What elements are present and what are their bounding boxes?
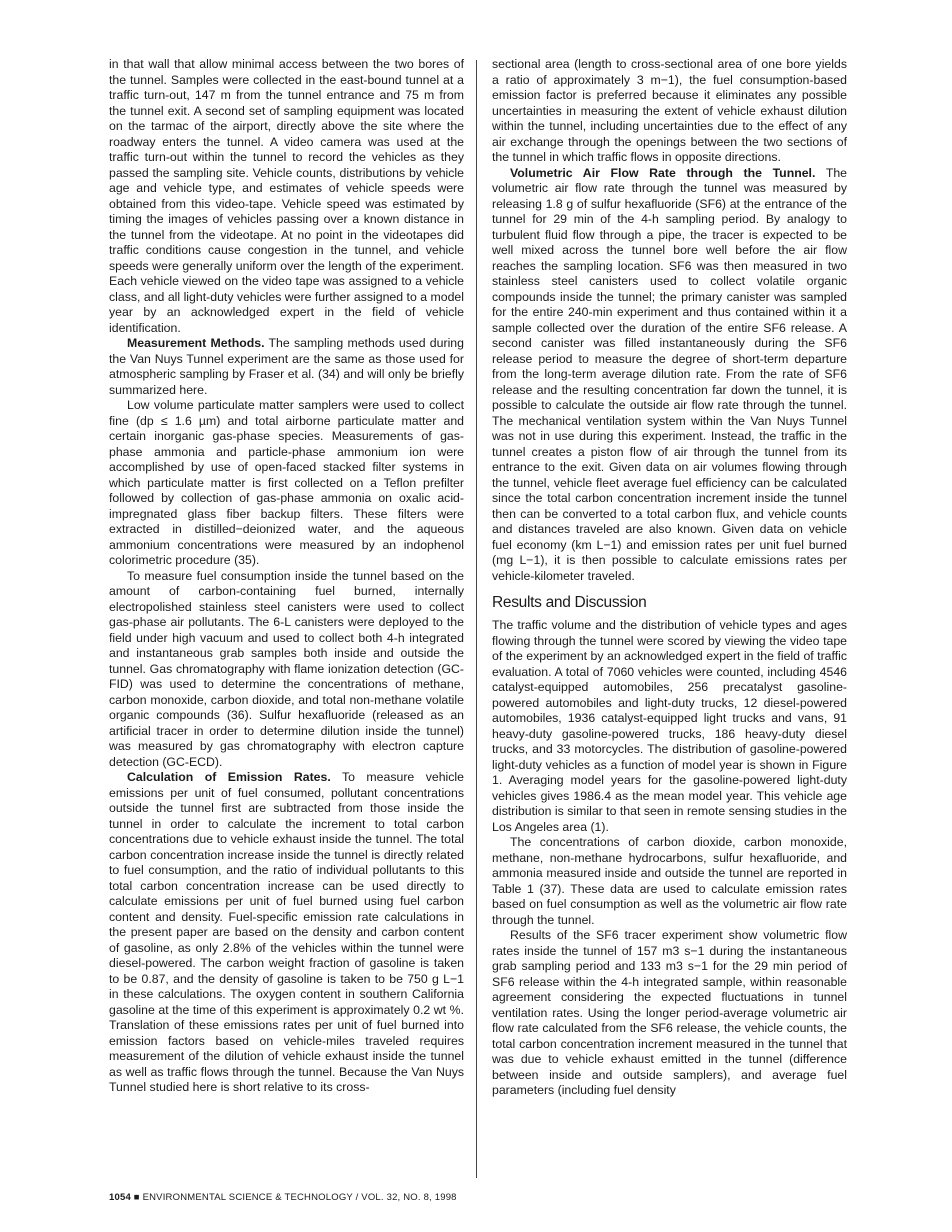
right-column <box>492 57 847 1099</box>
section-heading-results: Results and Discussion <box>492 594 647 611</box>
page-number: 1054 <box>109 1192 131 1203</box>
measurement-methods-text: The sampling methods used during the Van Nuys Tunnel experiment are the same as those used for atmospheric sampling by Fraser et al. (34) and will only be briefly summarized here. <box>109 336 464 397</box>
run-in-heading-emission-rates: Calculation of Emission Rates. <box>127 770 331 784</box>
paragraph-measurement-methods <box>109 336 464 398</box>
run-in-heading-air-flow-rate: Volumetric Air Flow Rate through the Tunnel. <box>510 165 816 180</box>
paragraph-concentrations: The concentrations of carbon dioxide, carbon monoxide, methane, non-methane hydrocarbons, sulfur hexafluoride, and ammonia measured inside and outside the tunnel are reported in Table 1 (37). These data are used to calculate emission rates based on fuel consumption as well as the volumetric air flow rate through the tunnel. <box>492 835 847 927</box>
journal-citation: ENVIRONMENTAL SCIENCE & TECHNOLOGY / VOL. 32, NO. 8, 1998 <box>142 1192 457 1203</box>
run-in-heading-measurement-methods: Measurement Methods. <box>127 336 265 350</box>
left-column <box>109 57 464 1096</box>
paragraph-tracer-results: Results of the SF6 tracer experiment show volumetric flow rates inside the tunnel of 157 m3 s−1 during the instantaneous grab sampling period and 133 m3 s−1 for the 29 min period of SF6 release within the 4-h integrated sample, within reasonable agreement considering the expected fluctuations in tunnel ventilation rates. Using the longer period-average volumetric air flow rate calculated from the SF6 release, the vehicle counts, the total carbon concentration increment measured in the tunnel that was due to vehicle exhaust emitted in the tunnel (difference between inside and outside samplers), and average fuel parameters (including fuel density <box>492 928 847 1097</box>
paragraph-emission-rates <box>109 770 464 1096</box>
emission-rates-text: To measure vehicle emissions per unit of fuel consumed, pollutant concentrations outside the tunnel first are subtracted from those inside the tunnel in order to calculate the increment to total carbon concentrations due to vehicle exhaust inside the tunnel. The total carbon concentration increase inside the tunnel is directly related to fuel consumption, and the ratio of individual pollutants to this total carbon concentration increase can be used directly to calculate emissions per unit of fuel burned using fuel carbon content and density. Fuel-specific emission rate calculations in the present paper are based on the density and carbon content of gasoline, as only 2.8% of the vehicles within the tunnel were diesel-powered. The carbon weight fraction of gasoline is taken to be 0.87, and the density of gasoline is taken to be 750 g L−1 in these calculations. The oxygen content in southern California gasoline at the time of this experiment is approximately 0.2 wt %. Translation of these emissions rates per unit of fuel burned into emission factors based on vehicle-miles traveled requires measurement of the dilution of vehicle exhaust inside the tunnel as well as traffic flows through the tunnel. Because the Van Nuys Tunnel studied here is short relative to its cross- <box>109 770 464 1094</box>
paragraph-air-flow-rate <box>492 166 847 585</box>
paragraph-particulate-samplers: Low volume particulate matter samplers were used to collect fine (dp ≤ 1.6 µm) and total airborne particulate matter and certain inorganic gas-phase species. Measurements of gas-phase ammonia and particle-phase ammonium ion were accomplished by use of open-faced stacked filter systems in which particulate matter is first collected on a Teflon prefilter followed by collection of gas-phase ammonia on oxalic acid-impregnated glass fiber backup filters. These filters were extracted in distilled−deionized water, and the aqueous ammonium concentrations were measured by an indophenol colorimetric procedure (35). <box>109 398 464 567</box>
paragraph-fuel-consumption: To measure fuel consumption inside the tunnel based on the amount of carbon-containing fuel burned, internally electropolished stainless steel canisters were used to collect gas-phase air pollutants. The 6-L canisters were deployed to the field under high vacuum and used to collect both 4-h integrated and instantaneous grab samples both inside and outside the tunnel. Gas chromatography with flame ionization detection (GC-FID) was used to determine the concentrations of methane, carbon monoxide, carbon dioxide, and total non-methane volatile organic compounds (36). Sulfur hexafluoride (released as an artificial tracer in order to determine dilution inside the tunnel) was measured by gas chromatography with electron capture detection (GC-ECD). <box>109 568 464 769</box>
column-divider <box>476 60 477 1178</box>
air-flow-rate-text: The volumetric air flow rate through the tunnel was measured by releasing 1.8 g of sulfur hexafluoride (SF6) at the entrance of the tunnel for 29 min of the 4-h sampling period. By analogy to turbulent fluid flow through a pipe, the tracer is expected to be well mixed across the tunnel bore well before the air flow reaches the sampling location. SF6 was then measured in two stainless steel canisters used to collect volatile organic compounds inside the tunnel; the primary canister was sampled for the entire 240-min experiment and thus contained within it a sample collected over the duration of the entire SF6 release. A second canister was filled instantaneously during the SF6 release period to measure the degree of short-term departure from the long-term average dilution rate. From the rate of SF6 release and the resulting concentration far down the tunnel, it is possible to calculate the outside air flow rate through the tunnel. The mechanical ventilation system within the Van Nuys Tunnel was not in use during this experiment. Instead, the traffic in the tunnel creates a piston flow of air through the tunnel from its entrance to the exit. Given data on air volumes flowing through the tunnel, vehicle fleet average fuel efficiency can be calculated since the total carbon concentration increment inside the tunnel then can be converted to a total carbon flux, and vehicle counts and distances traveled are also known. Given data on vehicle fuel economy (km L−1) and emission rates per unit fuel burned (mg L−1), it is then possible to calculate emissions rates per vehicle-kilometer traveled. <box>492 165 848 583</box>
paragraph-cross-section: sectional area (length to cross-sectional area of one bore yields a ratio of approximately 3 m−1), the fuel consumption-based emission factor is preferred because it eliminates any possible uncertainties in measuring the extent of vehicle exhaust dilution within the tunnel, including uncertainties due to the effect of any air exchange through the openings between the two sections of the tunnel in which traffic flows in opposite directions. <box>492 57 847 164</box>
paragraph-traffic-volume: The traffic volume and the distribution of vehicle types and ages flowing through the tunnel were scored by viewing the video tape of the experiment by an acknowledged expert in the field of traffic evaluation. A total of 7060 vehicles were counted, including 4546 catalyst-equipped automobiles, 256 precatalyst gasoline-powered automobiles and light-duty trucks, 12 diesel-powered automobiles, 1936 catalyst-equipped light trucks and vans, 91 heavy-duty gasoline-powered trucks, 186 heavy-duty diesel trucks, and 33 motorcycles. The distribution of gasoline-powered light-duty vehicles as a function of model year is shown in Figure 1. Averaging model years for the gasoline-powered light-duty vehicles gives 1986.4 as the mean model year. This vehicle age distribution is similar to that seen in remote sensing studies in the Los Angeles area (1). <box>492 618 847 834</box>
footer-bullet: ■ <box>133 1192 140 1203</box>
page-footer <box>109 1192 457 1203</box>
paragraph-tunnel-sampling: in that wall that allow minimal access between the two bores of the tunnel. Samples were collected in the east-bound tunnel at a traffic turn-out, 147 m from the tunnel entrance and 75 m from the tunnel exit. A second set of sampling equipment was located on the tarmac of the airport, directly above the site where the roadway enters the tunnel. A video camera was used at the traffic turn-out within the tunnel to record the vehicles as they passed the sampling site. Vehicle counts, distributions by vehicle age and vehicle type, and estimates of vehicle speeds were obtained from this video-tape. Vehicle speed was estimated by timing the images of vehicles passing over a known distance in the tunnel from the videotape. At no point in the videotapes did traffic conditions cause congestion in the tunnel, and vehicle speeds were generally uniform over the length of the experiment. Each vehicle viewed on the video tape was assigned to a vehicle class, and all light-duty vehicles were further assigned to a model year by an acknowledged expert in the field of vehicle identification. <box>109 57 464 335</box>
